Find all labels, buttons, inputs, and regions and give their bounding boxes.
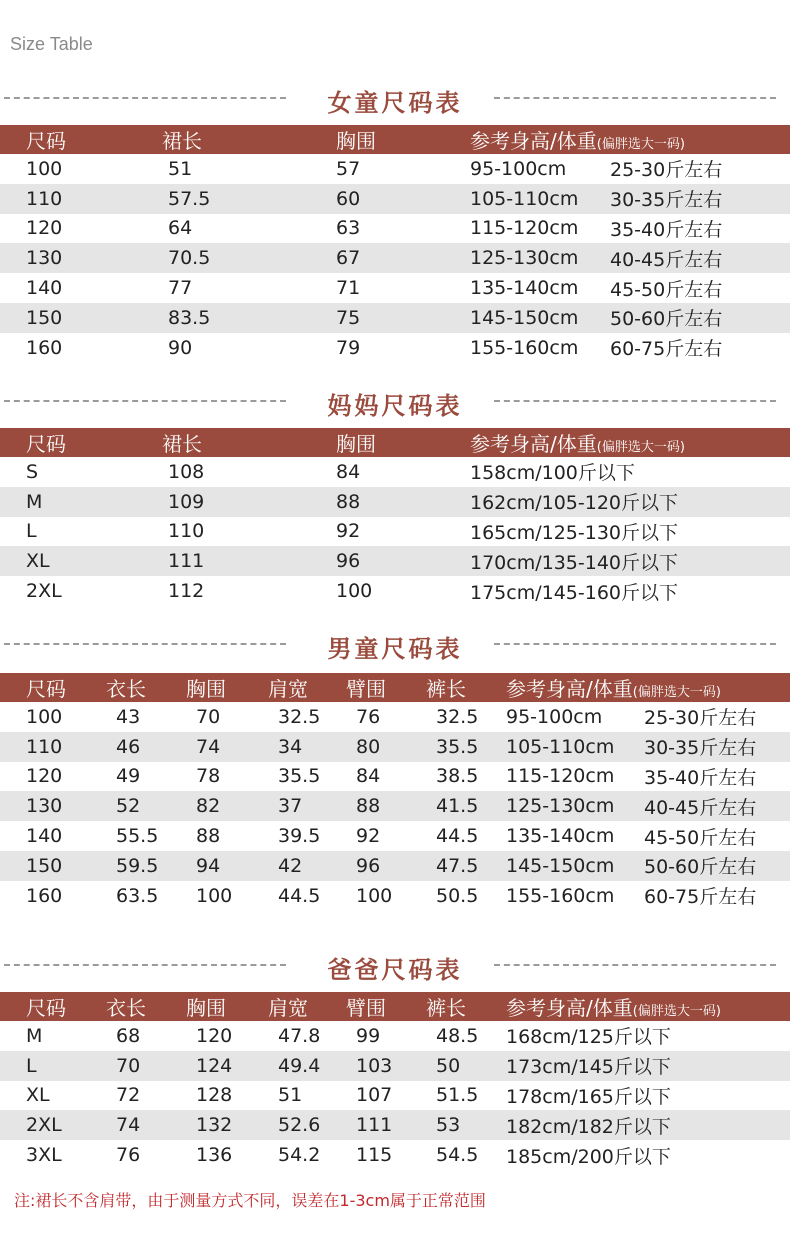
table-cell: 59.5 xyxy=(106,851,186,881)
header-reference-label: 参考身高/体重 xyxy=(470,432,597,456)
table-row xyxy=(0,214,790,244)
table-cell: 162cm/105-120斤以下 xyxy=(470,487,790,517)
table-cell: 90 xyxy=(158,333,336,363)
row-padding xyxy=(0,791,26,821)
table-cell: 76 xyxy=(106,1140,186,1170)
table-cell: 84 xyxy=(336,457,470,487)
mom-size-table xyxy=(0,428,790,606)
section-title-mom xyxy=(0,386,790,420)
table-cell: 136 xyxy=(186,1140,268,1170)
table-cell: 185cm/200斤以下 xyxy=(506,1140,790,1170)
row-padding xyxy=(0,576,26,606)
table-row xyxy=(0,154,790,184)
table-cell: 38.5 xyxy=(426,762,506,792)
table-cell: 72 xyxy=(106,1081,186,1111)
header-reference xyxy=(470,428,790,457)
table-row xyxy=(0,546,790,576)
table-cell: 109 xyxy=(158,487,336,517)
table-cell: L xyxy=(26,517,158,547)
header-shoulder: 肩宽 xyxy=(268,673,346,702)
table-cell: 44.5 xyxy=(426,821,506,851)
row-padding xyxy=(0,273,26,303)
table-cell: 2XL xyxy=(26,1110,106,1140)
table-row xyxy=(0,1081,790,1111)
table-cell: 150 xyxy=(26,851,106,881)
header-reference-label: 参考身高/体重 xyxy=(506,996,633,1020)
section-heading: 男童尺码表 xyxy=(327,635,463,663)
table-cell: M xyxy=(26,487,158,517)
table-row xyxy=(0,333,790,363)
row-padding xyxy=(0,517,26,547)
row-padding xyxy=(0,1021,26,1051)
header-chest: 胸围 xyxy=(186,673,268,702)
table-cell: 140 xyxy=(26,273,158,303)
table-row xyxy=(0,732,790,762)
section-heading: 女童尺码表 xyxy=(327,89,463,117)
table-cell: L xyxy=(26,1051,106,1081)
table-cell: 107 xyxy=(346,1081,426,1111)
table-cell: 64 xyxy=(158,214,336,244)
table-cell: XL xyxy=(26,546,158,576)
table-cell: 108 xyxy=(158,457,336,487)
table-row xyxy=(0,243,790,273)
table-cell: 135-140cm xyxy=(470,273,610,303)
table-cell: 51 xyxy=(268,1081,346,1111)
row-padding xyxy=(0,821,26,851)
table-cell: 25-30斤左右 xyxy=(610,154,790,184)
table-cell: 75 xyxy=(336,303,470,333)
row-padding xyxy=(0,184,26,214)
table-cell: 54.5 xyxy=(426,1140,506,1170)
table-cell: 105-110cm xyxy=(506,732,644,762)
table-cell: 35.5 xyxy=(426,732,506,762)
table-cell: 51 xyxy=(158,154,336,184)
table-cell: M xyxy=(26,1021,106,1051)
table-row xyxy=(0,1051,790,1081)
table-row xyxy=(0,487,790,517)
table-cell: 155-160cm xyxy=(506,881,644,911)
table-row xyxy=(0,821,790,851)
table-cell: 74 xyxy=(186,732,268,762)
table-header-row xyxy=(0,125,790,154)
section-heading: 妈妈尺码表 xyxy=(327,392,463,420)
row-padding xyxy=(0,702,26,732)
table-cell: 99 xyxy=(346,1021,426,1051)
table-cell: 158cm/100斤以下 xyxy=(470,457,790,487)
table-cell: 115-120cm xyxy=(506,762,644,792)
table-header-row xyxy=(0,673,790,702)
table-cell: 25-30斤左右 xyxy=(644,702,790,732)
table-cell: 77 xyxy=(158,273,336,303)
title-divider-right xyxy=(494,964,776,966)
table-cell: 63 xyxy=(336,214,470,244)
table-cell: 52.6 xyxy=(268,1110,346,1140)
section-title-girls xyxy=(0,83,790,117)
table-cell: 52 xyxy=(106,791,186,821)
table-cell: 92 xyxy=(336,517,470,547)
footer-note: 注:裙长不含肩带，由于测量方式不同，误差在1-3cm属于正常范围 xyxy=(14,1191,486,1210)
table-cell: 50 xyxy=(426,1051,506,1081)
table-cell: 53 xyxy=(426,1110,506,1140)
table-cell: 115-120cm xyxy=(470,214,610,244)
table-row xyxy=(0,702,790,732)
table-cell: 54.2 xyxy=(268,1140,346,1170)
table-cell: 70 xyxy=(186,702,268,732)
section-title-boys xyxy=(0,629,790,663)
table-cell: 40-45斤左右 xyxy=(610,243,790,273)
table-cell: 96 xyxy=(336,546,470,576)
table-cell: 47.8 xyxy=(268,1021,346,1051)
table-row xyxy=(0,1110,790,1140)
header-note: (偏胖选大一码) xyxy=(632,685,721,700)
row-padding xyxy=(0,154,26,184)
table-cell: 42 xyxy=(268,851,346,881)
row-padding xyxy=(0,762,26,792)
row-padding xyxy=(0,1110,26,1140)
table-cell: 41.5 xyxy=(426,791,506,821)
header-length: 裙长 xyxy=(158,125,336,154)
table-cell: 82 xyxy=(186,791,268,821)
header-pants-length: 裤长 xyxy=(426,673,506,702)
table-cell: 92 xyxy=(346,821,426,851)
table-cell: 71 xyxy=(336,273,470,303)
table-cell: 74 xyxy=(106,1110,186,1140)
row-padding xyxy=(0,1051,26,1081)
table-cell: 47.5 xyxy=(426,851,506,881)
table-cell: 100 xyxy=(186,881,268,911)
table-cell: 35-40斤左右 xyxy=(610,214,790,244)
table-cell: 88 xyxy=(336,487,470,517)
table-cell: 155-160cm xyxy=(470,333,610,363)
table-cell: 49.4 xyxy=(268,1051,346,1081)
table-cell: 67 xyxy=(336,243,470,273)
header-chest: 胸围 xyxy=(336,428,470,457)
header-pants-length: 裤长 xyxy=(426,992,506,1021)
row-padding xyxy=(0,1140,26,1170)
header-reference-label: 参考身高/体重 xyxy=(506,677,633,701)
table-cell: 140 xyxy=(26,821,106,851)
row-padding xyxy=(0,881,26,911)
header-note: (偏胖选大一码) xyxy=(596,137,685,152)
table-cell: 60 xyxy=(336,184,470,214)
row-padding xyxy=(0,303,26,333)
table-cell: 96 xyxy=(346,851,426,881)
table-cell: 55.5 xyxy=(106,821,186,851)
row-padding xyxy=(0,851,26,881)
table-cell: 178cm/165斤以下 xyxy=(506,1081,790,1111)
table-cell: 2XL xyxy=(26,576,158,606)
header-top-length: 衣长 xyxy=(106,992,186,1021)
table-cell: 30-35斤左右 xyxy=(644,732,790,762)
table-cell: 110 xyxy=(26,184,158,214)
table-cell: 79 xyxy=(336,333,470,363)
table-cell: 100 xyxy=(26,154,158,184)
row-padding xyxy=(0,333,26,363)
table-row xyxy=(0,1021,790,1051)
row-padding xyxy=(0,1081,26,1111)
table-cell: 78 xyxy=(186,762,268,792)
table-cell: 165cm/125-130斤以下 xyxy=(470,517,790,547)
table-cell: 63.5 xyxy=(106,881,186,911)
table-header-row xyxy=(0,992,790,1021)
table-cell: 32.5 xyxy=(268,702,346,732)
table-cell: 111 xyxy=(346,1110,426,1140)
table-row xyxy=(0,1140,790,1170)
table-cell: 46 xyxy=(106,732,186,762)
table-cell: 112 xyxy=(158,576,336,606)
table-cell: 35-40斤左右 xyxy=(644,762,790,792)
table-cell: 130 xyxy=(26,243,158,273)
section-heading: 爸爸尺码表 xyxy=(327,956,463,984)
table-cell: 80 xyxy=(346,732,426,762)
table-cell: 68 xyxy=(106,1021,186,1051)
table-cell: 39.5 xyxy=(268,821,346,851)
header-chest: 胸围 xyxy=(336,125,470,154)
title-divider-right xyxy=(494,97,776,99)
table-cell: 48.5 xyxy=(426,1021,506,1051)
table-header-row xyxy=(0,428,790,457)
table-cell: 34 xyxy=(268,732,346,762)
table-cell: 175cm/145-160斤以下 xyxy=(470,576,790,606)
header-reference xyxy=(506,673,790,702)
header-reference-label: 参考身高/体重 xyxy=(470,129,597,153)
table-cell: 57 xyxy=(336,154,470,184)
row-padding xyxy=(0,546,26,576)
section-title-dad xyxy=(0,950,790,984)
table-cell: 115 xyxy=(346,1140,426,1170)
header-size: 尺码 xyxy=(26,428,158,457)
table-cell: 57.5 xyxy=(158,184,336,214)
table-row xyxy=(0,576,790,606)
table-row xyxy=(0,517,790,547)
table-cell: 50-60斤左右 xyxy=(644,851,790,881)
table-cell: 135-140cm xyxy=(506,821,644,851)
table-cell: 60-75斤左右 xyxy=(644,881,790,911)
table-cell: 50.5 xyxy=(426,881,506,911)
table-cell: 70.5 xyxy=(158,243,336,273)
table-row xyxy=(0,762,790,792)
table-cell: 173cm/145斤以下 xyxy=(506,1051,790,1081)
table-cell: 88 xyxy=(346,791,426,821)
header-chest: 胸围 xyxy=(186,992,268,1021)
table-cell: 145-150cm xyxy=(470,303,610,333)
table-cell: 49 xyxy=(106,762,186,792)
table-cell: 35.5 xyxy=(268,762,346,792)
table-cell: 111 xyxy=(158,546,336,576)
page-label: Size Table xyxy=(10,34,93,54)
table-cell: 32.5 xyxy=(426,702,506,732)
table-cell: 103 xyxy=(346,1051,426,1081)
table-cell: 94 xyxy=(186,851,268,881)
table-cell: 30-35斤左右 xyxy=(610,184,790,214)
table-cell: 95-100cm xyxy=(470,154,610,184)
header-note: (偏胖选大一码) xyxy=(596,440,685,455)
table-cell: 100 xyxy=(336,576,470,606)
header-reference xyxy=(506,992,790,1021)
header-size: 尺码 xyxy=(26,673,106,702)
table-row xyxy=(0,457,790,487)
table-cell: 170cm/135-140斤以下 xyxy=(470,546,790,576)
table-row xyxy=(0,303,790,333)
table-cell: 37 xyxy=(268,791,346,821)
table-cell: 110 xyxy=(26,732,106,762)
table-cell: 100 xyxy=(346,881,426,911)
table-cell: 145-150cm xyxy=(506,851,644,881)
table-row xyxy=(0,791,790,821)
table-cell: S xyxy=(26,457,158,487)
header-size: 尺码 xyxy=(26,992,106,1021)
table-cell: 182cm/182斤以下 xyxy=(506,1110,790,1140)
table-cell: 44.5 xyxy=(268,881,346,911)
table-cell: 120 xyxy=(26,214,158,244)
row-padding xyxy=(0,732,26,762)
header-top-length: 衣长 xyxy=(106,673,186,702)
header-note: (偏胖选大一码) xyxy=(632,1004,721,1019)
table-cell: 83.5 xyxy=(158,303,336,333)
table-cell: 150 xyxy=(26,303,158,333)
row-padding xyxy=(0,243,26,273)
table-cell: 3XL xyxy=(26,1140,106,1170)
table-cell: 125-130cm xyxy=(506,791,644,821)
table-cell: 110 xyxy=(158,517,336,547)
table-cell: 60-75斤左右 xyxy=(610,333,790,363)
table-cell: 128 xyxy=(186,1081,268,1111)
dad-size-table xyxy=(0,992,790,1170)
table-row xyxy=(0,273,790,303)
table-cell: 124 xyxy=(186,1051,268,1081)
header-reference xyxy=(470,125,790,154)
table-cell: 125-130cm xyxy=(470,243,610,273)
title-divider-right xyxy=(494,643,776,645)
header-arm: 臂围 xyxy=(346,992,426,1021)
table-cell: 160 xyxy=(26,333,158,363)
table-cell: 76 xyxy=(346,702,426,732)
table-cell: 105-110cm xyxy=(470,184,610,214)
table-cell: 43 xyxy=(106,702,186,732)
table-cell: 160 xyxy=(26,881,106,911)
row-padding xyxy=(0,457,26,487)
table-cell: 95-100cm xyxy=(506,702,644,732)
boys-size-table xyxy=(0,673,790,911)
header-size: 尺码 xyxy=(26,125,158,154)
table-cell: 70 xyxy=(106,1051,186,1081)
table-cell: 45-50斤左右 xyxy=(644,821,790,851)
row-padding xyxy=(0,487,26,517)
header-shoulder: 肩宽 xyxy=(268,992,346,1021)
header-length: 裙长 xyxy=(158,428,336,457)
table-cell: 45-50斤左右 xyxy=(610,273,790,303)
table-cell: 120 xyxy=(186,1021,268,1051)
table-cell: 88 xyxy=(186,821,268,851)
table-cell: 50-60斤左右 xyxy=(610,303,790,333)
table-row xyxy=(0,851,790,881)
table-cell: 84 xyxy=(346,762,426,792)
row-padding xyxy=(0,214,26,244)
table-cell: 132 xyxy=(186,1110,268,1140)
girls-size-table xyxy=(0,125,790,363)
table-row xyxy=(0,881,790,911)
title-divider-right xyxy=(494,400,776,402)
table-cell: 130 xyxy=(26,791,106,821)
table-row xyxy=(0,184,790,214)
table-cell: 51.5 xyxy=(426,1081,506,1111)
header-arm: 臂围 xyxy=(346,673,426,702)
table-cell: XL xyxy=(26,1081,106,1111)
table-cell: 40-45斤左右 xyxy=(644,791,790,821)
table-cell: 100 xyxy=(26,702,106,732)
table-cell: 168cm/125斤以下 xyxy=(506,1021,790,1051)
table-cell: 120 xyxy=(26,762,106,792)
